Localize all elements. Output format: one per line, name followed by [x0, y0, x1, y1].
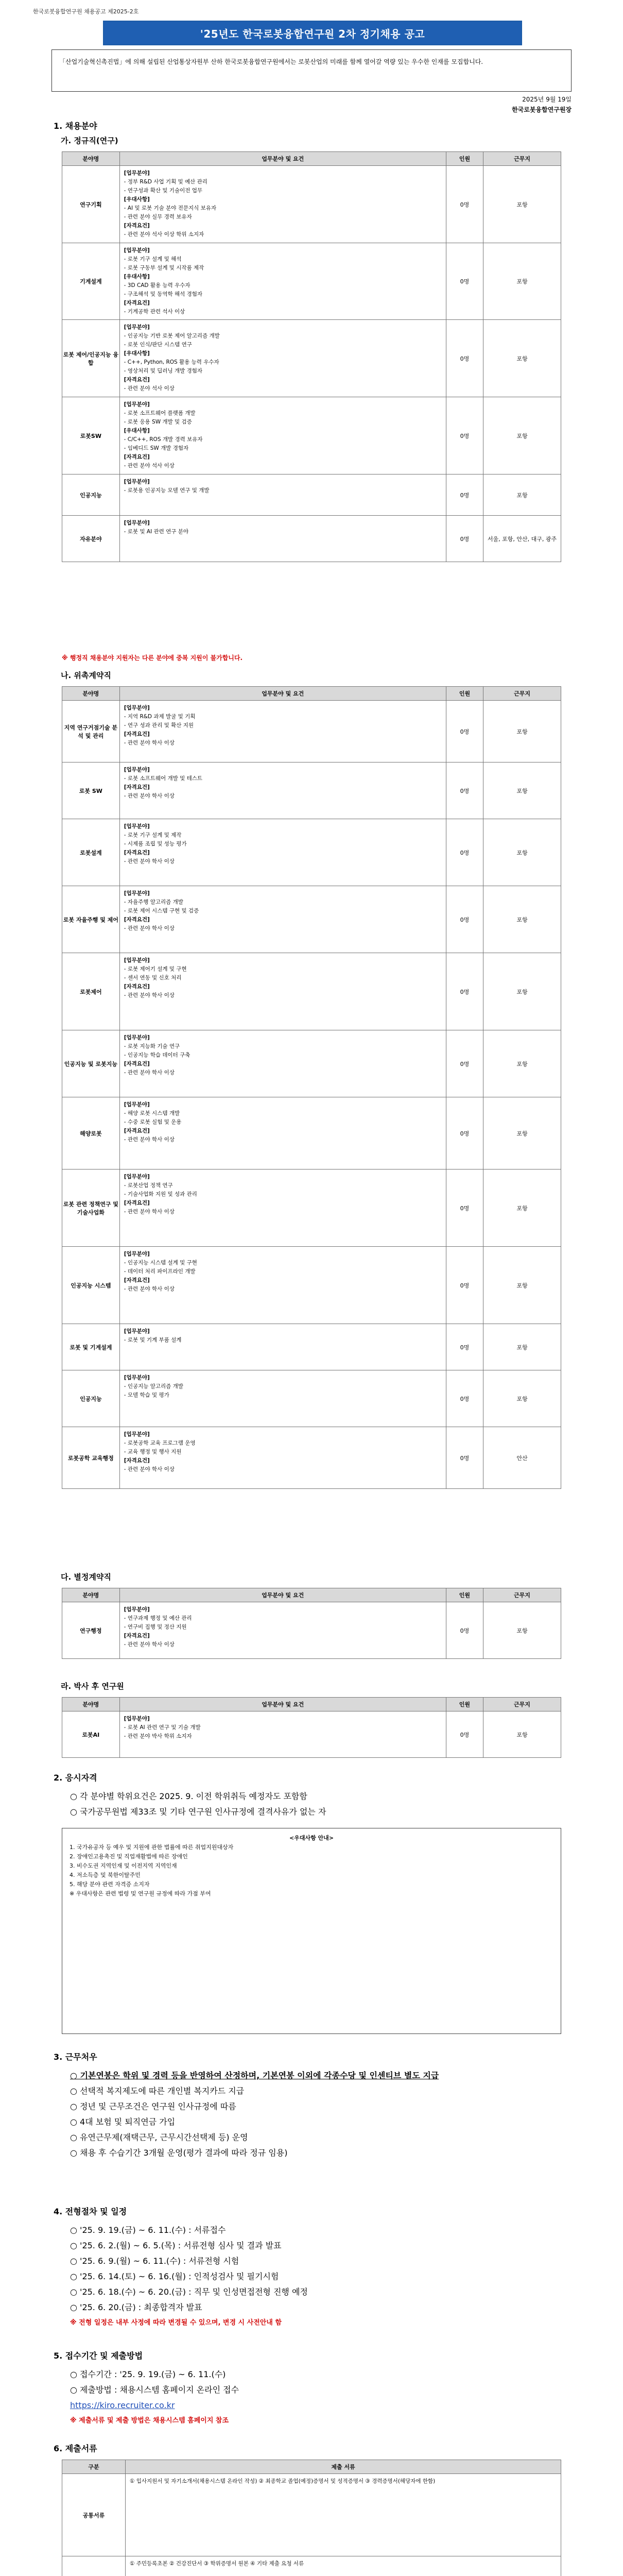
doc-kind: 공통서류 [62, 2474, 126, 2556]
field-location: 포항 [483, 1030, 561, 1097]
field-count: 0명 [446, 819, 483, 886]
table-row [62, 2474, 561, 2556]
duty-line: - 연구과제 행정 및 예산 관리 [124, 1615, 192, 1621]
duty-line: - 관련 분야 석사 이상 [124, 385, 175, 392]
field-duties [119, 701, 446, 762]
duty-line: [자격요건] [124, 784, 150, 790]
field-duties [119, 1170, 446, 1247]
field-location: 포항 [483, 474, 561, 516]
field-count: 0명 [446, 1370, 483, 1427]
duty-line: [업무분야] [124, 890, 150, 896]
table-row [62, 1030, 561, 1097]
s4-line: ○ '25. 6. 20.(금) : 최종합격자 발표 [70, 2302, 202, 2312]
table-row [62, 1370, 561, 1427]
field-duties [119, 1427, 446, 1489]
s4-line: ○ '25. 6. 9.(월) ~ 6. 11.(수) : 서류전형 시험 [70, 2256, 239, 2266]
table-row [62, 886, 561, 953]
duty-line: [자격요건] [124, 454, 150, 460]
preference-title: <우대사항 안내> [289, 1835, 334, 1841]
preference-line: 5. 해당 분야 관련 자격증 소지자 [70, 1881, 150, 1888]
duty-line: - 관련 분야 석사 이상 [124, 463, 175, 469]
s5-line: ○ 제출방법 : 채용시스템 홈페이지 온라인 접수 [70, 2385, 239, 2395]
section-1-title: 1. 채용분야 [54, 121, 97, 131]
table-row [62, 243, 561, 320]
duty-line: - C++, Python, ROS 활용 능력 우수자 [124, 359, 219, 365]
contract-table [62, 686, 561, 1489]
field-name: 인공지능 [62, 474, 120, 516]
duty-line: [업무분야] [124, 520, 150, 526]
field-duties [119, 886, 446, 953]
duty-line: - C/C++, ROS 개발 경력 보유자 [124, 436, 203, 443]
section-1b-title: 나. 위촉계약직 [61, 671, 111, 680]
field-duties [119, 1602, 446, 1659]
s3-line: ○ 채용 후 수습기간 3개월 운영(평가 결과에 따라 정규 임용) [70, 2148, 288, 2158]
page-title: '25년도 한국로봇융합연구원 2차 정기채용 공고 [200, 27, 425, 40]
duty-line: [업무분야] [124, 479, 150, 485]
duty-line: - 로봇 인식/판단 시스템 연구 [124, 342, 192, 348]
duty-line: - 구조해석 및 동역학 해석 경험자 [124, 291, 202, 297]
field-location: 포항 [483, 1247, 561, 1324]
col-docs: 제출 서류 [126, 2460, 561, 2474]
field-location: 서울, 포항, 안산, 대구, 광주 [483, 516, 561, 562]
duty-line: - 자율주행 알고리즘 개발 [124, 899, 183, 905]
col-field: 분야명 [62, 687, 120, 701]
duty-line: [업무분야] [124, 1174, 150, 1180]
notice-date: 2025년 9월 19일 [522, 96, 572, 103]
field-name: 기계설계 [62, 243, 120, 320]
duty-line: [업무분야] [124, 170, 150, 176]
section-3-body [70, 2068, 554, 2161]
field-name: 로봇 SW [62, 762, 120, 819]
notice-org: 한국로봇융합연구원장 [512, 106, 572, 113]
title-banner [103, 21, 522, 45]
doc-list: ① 입사지원서 및 자기소개서(채용시스템 온라인 작성) ② 최종학교 졸업(예정)증명서 및 성적증명서 ③ 경력증명서(해당자에 한함) [126, 2474, 561, 2556]
field-duties [119, 1324, 446, 1370]
field-count: 0명 [446, 474, 483, 516]
duty-line: [자격요건] [124, 1200, 150, 1206]
documents-table [62, 2460, 561, 2576]
section-5-body [70, 2367, 554, 2429]
duty-line: [우대사항] [124, 274, 150, 280]
section-3-title: 3. 근무처우 [54, 2052, 97, 2062]
duty-line: - 모델 학습 및 평가 [124, 1392, 169, 1398]
field-count: 0명 [446, 397, 483, 474]
field-duties [119, 819, 446, 886]
field-duties [119, 1711, 446, 1758]
duty-line: - 로봇 구동부 설계 및 시작품 제작 [124, 265, 204, 271]
s3-line: ○ 유연근무제(재택근무, 근무시간선택제 등) 운영 [70, 2132, 248, 2142]
duty-line: - 관련 분야 석사 이상 학위 소지자 [124, 231, 204, 238]
table-row [62, 819, 561, 886]
field-count: 0명 [446, 1324, 483, 1370]
field-location: 포항 [483, 1370, 561, 1427]
duty-line: - 인공지능 시스템 설계 및 구현 [124, 1260, 197, 1266]
duty-line: - 관련 분야 학사 이상 [124, 992, 175, 998]
field-duties [119, 762, 446, 819]
duty-line: [자격요건] [124, 377, 150, 383]
duty-line: - 로봇 및 AI 관련 연구 분야 [124, 529, 189, 535]
section-2-title: 2. 응시자격 [54, 1773, 97, 1783]
table-row [62, 1170, 561, 1247]
col-location: 근무지 [483, 152, 561, 166]
col-field: 분야명 [62, 1698, 120, 1711]
table-row [62, 2556, 561, 2576]
duty-line: - 임베디드 SW 개발 경험자 [124, 445, 189, 451]
field-count: 0명 [446, 1427, 483, 1489]
field-count: 0명 [446, 1030, 483, 1097]
preference-line: 4. 저소득층 및 북한이탈주민 [70, 1872, 141, 1878]
field-count: 0명 [446, 1247, 483, 1324]
preference-line: 3. 비수도권 지역인재 및 이전지역 지역인재 [70, 1862, 177, 1869]
duty-line: - 관련 분야 실무 경력 보유자 [124, 214, 192, 220]
duty-line: [업무분야] [124, 1606, 150, 1613]
table-row [62, 166, 561, 243]
duty-line: - 로봇 기구 설계 및 해석 [124, 256, 182, 262]
field-name: 로봇AI [62, 1711, 120, 1758]
field-duties [119, 320, 446, 397]
section-5-title: 5. 접수기간 및 제출방법 [54, 2351, 143, 2361]
duty-line: - 관련 분야 학사 이상 [124, 1070, 175, 1076]
field-duties [119, 1097, 446, 1170]
section-4-title: 4. 전형절차 및 일정 [54, 2207, 127, 2216]
field-name: 로봇 제어/인공지능 융합 [62, 320, 120, 397]
duty-line: - 인공지능 기반 로봇 제어 알고리즘 개발 [124, 333, 220, 339]
field-location: 포항 [483, 953, 561, 1030]
table-row [62, 516, 561, 562]
field-name: 연구행정 [62, 1602, 120, 1659]
col-field: 분야명 [62, 1588, 120, 1602]
field-name: 로봇 및 기계설계 [62, 1324, 120, 1370]
duty-line: - 인공지능 학습 데이터 구축 [124, 1052, 191, 1058]
duty-line: [업무분야] [124, 1251, 150, 1257]
section-6-title: 6. 제출서류 [54, 2444, 97, 2453]
field-location: 포항 [483, 1324, 561, 1370]
duty-line: [업무분야] [124, 324, 150, 330]
col-duties: 업무분야 및 요건 [119, 1698, 446, 1711]
table-row [62, 1097, 561, 1170]
col-duties: 업무분야 및 요건 [119, 687, 446, 701]
field-name: 로봇설계 [62, 819, 120, 886]
preference-line: 1. 국가유공자 등 예우 및 지원에 관한 법률에 따른 취업지원대상자 [70, 1844, 234, 1851]
field-duties [119, 243, 446, 320]
duty-line: [업무분야] [124, 823, 150, 829]
field-count: 0명 [446, 701, 483, 762]
field-name: 로봇SW [62, 397, 120, 474]
duty-line: - 정부 R&D 사업 기획 및 예산 관리 [124, 179, 207, 185]
s4-line: ○ '25. 6. 18.(수) ~ 6. 20.(금) : 직무 및 인성면접전형 진행 예정 [70, 2287, 308, 2297]
field-location: 포항 [483, 819, 561, 886]
field-count: 0명 [446, 953, 483, 1030]
field-count: 0명 [446, 1097, 483, 1170]
duty-line: [자격요건] [124, 1128, 150, 1134]
intro-text: 「산업기술혁신촉진법」에 의해 설립된 산업통상자원부 산하 한국로봇융합연구원에서는 로봇산업의 미래를 함께 열어갈 역량 있는 우수한 인재를 모집합니다. [59, 58, 483, 65]
table-row [62, 1247, 561, 1324]
duty-line: [우대사항] [124, 350, 150, 357]
duty-line: - 관련 분야 학사 이상 [124, 1641, 175, 1648]
table-row [62, 1324, 561, 1370]
col-field: 분야명 [62, 152, 120, 166]
duty-line: - 센서 연동 및 신호 처리 [124, 975, 182, 981]
duty-line: - 기술사업화 지원 및 성과 관리 [124, 1191, 197, 1197]
duty-line: - 관련 분야 학사 이상 [124, 1209, 175, 1215]
duty-line: - 시제품 조립 및 성능 평가 [124, 841, 187, 847]
duty-line: [자격요건] [124, 1633, 150, 1639]
field-location: 포항 [483, 1170, 561, 1247]
preference-line: 2. 장애인고용촉진 및 직업재활법에 따른 장애인 [70, 1853, 188, 1860]
field-duties [119, 953, 446, 1030]
duty-line: [업무분야] [124, 1375, 150, 1381]
field-count: 0명 [446, 1711, 483, 1758]
postdoc-table [62, 1697, 561, 1758]
field-count: 0명 [446, 243, 483, 320]
col-count: 인원 [446, 1698, 483, 1711]
field-name: 연구기획 [62, 166, 120, 243]
table-row [62, 1602, 561, 1659]
field-location: 안산 [483, 1427, 561, 1489]
duty-line: [업무분야] [124, 1328, 150, 1334]
doc-list: ① 주민등록초본 ② 건강진단서 ③ 학위증명서 원본 ④ 기타 제출 요청 서류 [126, 2556, 561, 2576]
table-row [62, 320, 561, 397]
field-location: 포항 [483, 1097, 561, 1170]
duty-line: - 관련 분야 학사 이상 [124, 1286, 175, 1292]
col-kind: 구분 [62, 2460, 126, 2474]
duty-line: - AI 및 로봇 기술 분야 전문지식 보유자 [124, 205, 217, 211]
field-location: 포항 [483, 320, 561, 397]
duty-line: - 관련 분야 학사 이상 [124, 1137, 175, 1143]
warning-note: ※ 행정직 채용분야 지원자는 다른 분야에 중복 지원이 불가합니다. [62, 654, 243, 662]
field-duties [119, 474, 446, 516]
duty-line: - 3D CAD 활용 능력 우수자 [124, 282, 191, 289]
preference-line: ※ 우대사항은 관련 법령 및 연구원 규정에 따라 가점 부여 [70, 1890, 211, 1897]
table-row [62, 701, 561, 762]
field-name: 자유분야 [62, 516, 120, 562]
s4-line: ○ '25. 6. 14.(토) ~ 6. 16.(월) : 인적성검사 및 필기시험 [70, 2272, 279, 2281]
s3-line: ○ 정년 및 근무조건은 연구원 인사규정에 따름 [70, 2102, 236, 2111]
field-count: 0명 [446, 320, 483, 397]
duty-line: [업무분야] [124, 1035, 150, 1041]
duty-line: [업무분야] [124, 705, 150, 711]
duty-line: - 관련 분야 학사 이상 [124, 858, 175, 865]
schedule-note: ※ 전형 일정은 내부 사정에 따라 변경될 수 있으며, 변경 시 사전안내 함 [70, 2319, 282, 2327]
duty-line: - 관련 분야 학사 이상 [124, 793, 175, 799]
field-location: 포항 [483, 397, 561, 474]
special-contract-table [62, 1588, 561, 1659]
s3-line: ○ 선택적 복지제도에 따른 개인별 복지카드 지급 [70, 2086, 245, 2096]
section-4-body [70, 2223, 554, 2331]
section-1d-title: 라. 박사 후 연구원 [61, 1682, 124, 1691]
regular-research-table [62, 151, 561, 562]
field-duties [119, 166, 446, 243]
duty-line: - 로봇 응용 SW 개발 및 검증 [124, 419, 192, 425]
duty-line: [자격요건] [124, 917, 150, 923]
s4-line: ○ '25. 9. 19.(금) ~ 6. 11.(수) : 서류접수 [70, 2225, 226, 2235]
s4-line: ○ '25. 6. 2.(월) ~ 6. 5.(목) : 서류전형 심사 및 결과 발표 [70, 2241, 282, 2250]
field-name: 로봇공학 교육행정 [62, 1427, 120, 1489]
doc-kind [62, 2556, 126, 2576]
s2-line: ○ 국가공무원법 제33조 및 기타 연구원 인사규정에 결격사유가 없는 자 [70, 1807, 326, 1817]
duty-line: [자격요건] [124, 1277, 150, 1283]
duty-line: [업무분야] [124, 957, 150, 963]
field-duties [119, 1030, 446, 1097]
duty-line: - 지역 R&D 과제 발굴 및 기획 [124, 714, 196, 720]
field-name: 해양로봇 [62, 1097, 120, 1170]
field-location: 포항 [483, 166, 561, 243]
duty-line: - 로봇 소프트웨어 플랫폼 개발 [124, 410, 196, 416]
field-duties [119, 1370, 446, 1427]
col-duties: 업무분야 및 요건 [119, 1588, 446, 1602]
field-count: 0명 [446, 762, 483, 819]
duty-line: - 수중 로봇 실험 및 운용 [124, 1119, 182, 1125]
duty-line: - 연구비 집행 및 정산 지원 [124, 1624, 187, 1630]
duty-line: - 로봇 제어기 설계 및 구현 [124, 966, 187, 972]
duty-line: [자격요건] [124, 1061, 150, 1067]
duty-line: - 관련 분야 학사 이상 [124, 1466, 175, 1472]
section-1a-title: 가. 정규직(연구) [61, 136, 118, 145]
duty-line: [자격요건] [124, 850, 150, 856]
col-duties: 업무분야 및 요건 [119, 152, 446, 166]
duty-line: - 로봇용 인공지능 모델 연구 및 개발 [124, 487, 210, 494]
duty-line: - 기계공학 관련 석사 이상 [124, 309, 185, 315]
field-location: 포항 [483, 762, 561, 819]
duty-line: [업무분야] [124, 247, 150, 253]
col-location: 근무지 [483, 687, 561, 701]
table-row [62, 1427, 561, 1489]
duty-line: [업무분야] [124, 1716, 150, 1722]
duty-line: - 인공지능 알고리즘 개발 [124, 1383, 183, 1389]
duty-line: - 연구성과 확산 및 기술이전 업무 [124, 188, 202, 194]
section-2-body [70, 1789, 554, 1820]
table-row [62, 1711, 561, 1758]
field-location: 포항 [483, 243, 561, 320]
recruit-site-link[interactable]: https://kiro.recruiter.co.kr [70, 2400, 175, 2410]
s3-line: ○ 4대 보험 및 퇴직연금 가입 [70, 2117, 176, 2127]
duty-line: [자격요건] [124, 300, 150, 306]
field-location: 포항 [483, 1602, 561, 1659]
duty-line: - 로봇 AI 관련 연구 및 기술 개발 [124, 1724, 201, 1731]
duty-line: [자격요건] [124, 984, 150, 990]
duty-line: - 데이터 처리 파이프라인 개발 [124, 1268, 196, 1275]
field-count: 0명 [446, 886, 483, 953]
field-name: 인공지능 및 로봇지능 [62, 1030, 120, 1097]
notice-number: 한국로봇융합연구원 채용공고 제2025-2호 [33, 8, 139, 15]
field-name: 로봇 자율주행 및 제어 [62, 886, 120, 953]
duty-line: - 연구 성과 관리 및 확산 지원 [124, 722, 194, 728]
field-name: 지역 연구거점기술 분석 및 관리 [62, 701, 120, 762]
duty-line: - 로봇산업 정책 연구 [124, 1182, 173, 1189]
field-location: 포항 [483, 886, 561, 953]
duty-line: - 로봇 기구 설계 및 제작 [124, 832, 182, 838]
field-count: 0명 [446, 1602, 483, 1659]
table-row [62, 397, 561, 474]
field-name: 로봇 관련 정책연구 및 기술사업화 [62, 1170, 120, 1247]
duty-line: - 관련 분야 학사 이상 [124, 925, 175, 931]
duty-line: [자격요건] [124, 223, 150, 229]
table-row [62, 762, 561, 819]
col-count: 인원 [446, 152, 483, 166]
field-count: 0명 [446, 166, 483, 243]
duty-line: - 로봇 지능화 기술 연구 [124, 1043, 180, 1049]
duty-line: - 로봇 및 기계 부품 설계 [124, 1337, 182, 1343]
duty-line: - 로봇 소프트웨어 개발 및 테스트 [124, 775, 203, 782]
table-row [62, 474, 561, 516]
s3-line: ○ 기본연봉은 학위 및 경력 등을 반영하여 산정하며, 기본연봉 이외에 각종수당 및 인센티브 별도 지급 [70, 2071, 439, 2080]
duty-line: - 해양 로봇 시스템 개발 [124, 1110, 180, 1116]
field-duties [119, 397, 446, 474]
col-count: 인원 [446, 687, 483, 701]
duty-line: [업무분야] [124, 767, 150, 773]
col-count: 인원 [446, 1588, 483, 1602]
duty-line: [업무분야] [124, 1431, 150, 1437]
duty-line: [자격요건] [124, 731, 150, 737]
duty-line: - 교육 행정 및 행사 지원 [124, 1449, 182, 1455]
field-location: 포항 [483, 1711, 561, 1758]
duty-line: [업무분야] [124, 1101, 150, 1108]
field-count: 0명 [446, 1170, 483, 1247]
field-count: 0명 [446, 516, 483, 562]
section-1c-title: 다. 별정계약직 [61, 1572, 111, 1582]
col-location: 근무지 [483, 1588, 561, 1602]
duty-line: - 로봇 제어 시스템 구현 및 검증 [124, 908, 199, 914]
duty-line: - 관련 분야 박사 학위 소지자 [124, 1733, 192, 1739]
field-name: 인공지능 [62, 1370, 120, 1427]
duty-line: - 로봇공학 교육 프로그램 운영 [124, 1440, 196, 1446]
col-location: 근무지 [483, 1698, 561, 1711]
field-name: 인공지능 시스템 [62, 1247, 120, 1324]
submission-note: ※ 제출서류 및 제출 방법은 채용시스템 홈페이지 참조 [70, 2417, 229, 2425]
intro-box [51, 49, 572, 92]
s5-line: ○ 접수기간 : '25. 9. 19.(금) ~ 6. 11.(수) [70, 2369, 226, 2379]
duty-line: [우대사항] [124, 196, 150, 202]
duty-line: [업무분야] [124, 401, 150, 408]
duty-line: [자격요건] [124, 1458, 150, 1464]
field-duties [119, 1247, 446, 1324]
duty-line: - 영상처리 및 딥러닝 개발 경험자 [124, 368, 202, 374]
field-location: 포항 [483, 701, 561, 762]
field-duties [119, 516, 446, 562]
duty-line: [우대사항] [124, 428, 150, 434]
field-name: 로봇제어 [62, 953, 120, 1030]
duty-line: - 관련 분야 학사 이상 [124, 740, 175, 746]
s2-line: ○ 각 분야별 학위요건은 2025. 9. 이전 학위취득 예정자도 포함함 [70, 1791, 307, 1801]
table-row [62, 953, 561, 1030]
preference-box [62, 1828, 561, 2034]
